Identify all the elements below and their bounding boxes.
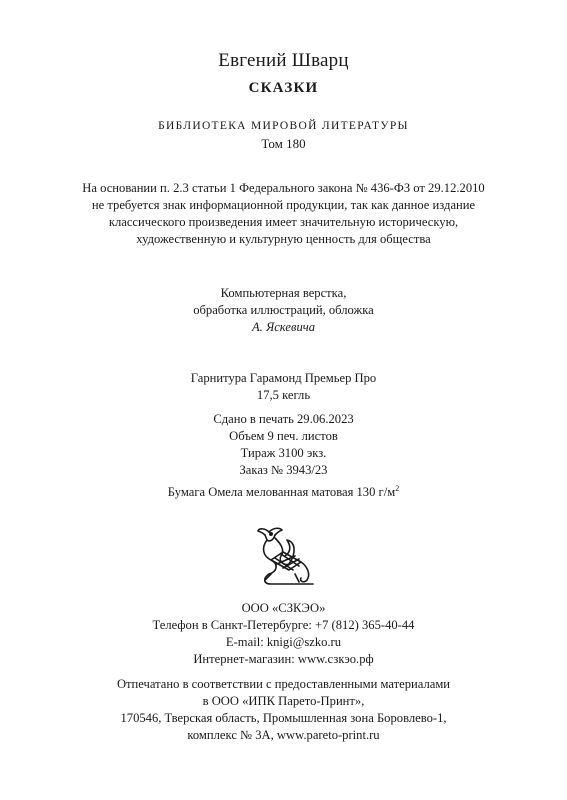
print-info <box>0 411 567 479</box>
book-title: СКАЗКИ <box>248 80 319 96</box>
credits-line: Компьютерная верстка, <box>220 286 347 300</box>
book-author: Евгений Шварц <box>218 50 349 71</box>
paper-superscript: 2 <box>395 484 400 493</box>
typeface-info <box>0 370 567 404</box>
print-sent-date: Сдано в печать 29.06.2023 <box>213 412 354 426</box>
publisher-info <box>0 600 567 668</box>
print-volume: Объем 9 печ. листов <box>229 429 338 443</box>
typeface-name: Гарнитура Гарамонд Премьер Про <box>190 371 377 385</box>
typeface-size: 17,5 кегль <box>256 388 311 402</box>
print-order: Заказ № 3943/23 <box>239 463 328 477</box>
credits-line: обработка иллюстраций, обложка <box>193 303 374 317</box>
legal-notice-line: не требуется знак информационной продукции, так как данное издание <box>91 198 476 212</box>
legal-notice-line: классического произведения имеет значительную историческую, <box>108 215 459 229</box>
print-run: Тираж 3100 экз. <box>240 446 327 460</box>
designer-name: А. Яскевича <box>251 320 316 334</box>
printer-line: комплекс № 3А, www.pareto-print.ru <box>187 728 380 742</box>
dragon-emblem-icon <box>251 522 321 590</box>
publisher-shop: Интернет-магазин: www.сзкэо.рф <box>193 652 374 666</box>
printer-line: Отпечатано в соответствии с предоставленными материалами <box>116 677 451 691</box>
book-series: БИБЛИОТЕКА МИРОВОЙ ЛИТЕРАТУРЫ <box>158 120 409 132</box>
paper-text: Бумага Омела мелованная матовая 130 г/м <box>167 485 396 499</box>
printer-line: в ООО «ИПК Парето-Принт», <box>202 694 365 708</box>
printer-info <box>0 676 567 744</box>
legal-notice-line: художественную и культурную ценность для общества <box>136 232 431 246</box>
credits <box>0 285 567 336</box>
publisher-email: E-mail: knigi@szko.ru <box>225 635 342 649</box>
publisher-phone: Телефон в Санкт-Петербурге: +7 (812) 365-40-44 <box>152 618 415 632</box>
paper-info <box>0 484 567 500</box>
publisher-name: ООО «СЗКЭО» <box>241 601 326 615</box>
legal-notice <box>0 180 567 248</box>
legal-notice-line: На основании п. 2.3 статьи 1 Федерального закона № 436-ФЗ от 29.12.2010 <box>82 181 485 195</box>
printer-line: 170546, Тверская область, Промышленная зона Боровлево-1, <box>120 711 447 725</box>
volume-number: Том 180 <box>261 136 306 151</box>
